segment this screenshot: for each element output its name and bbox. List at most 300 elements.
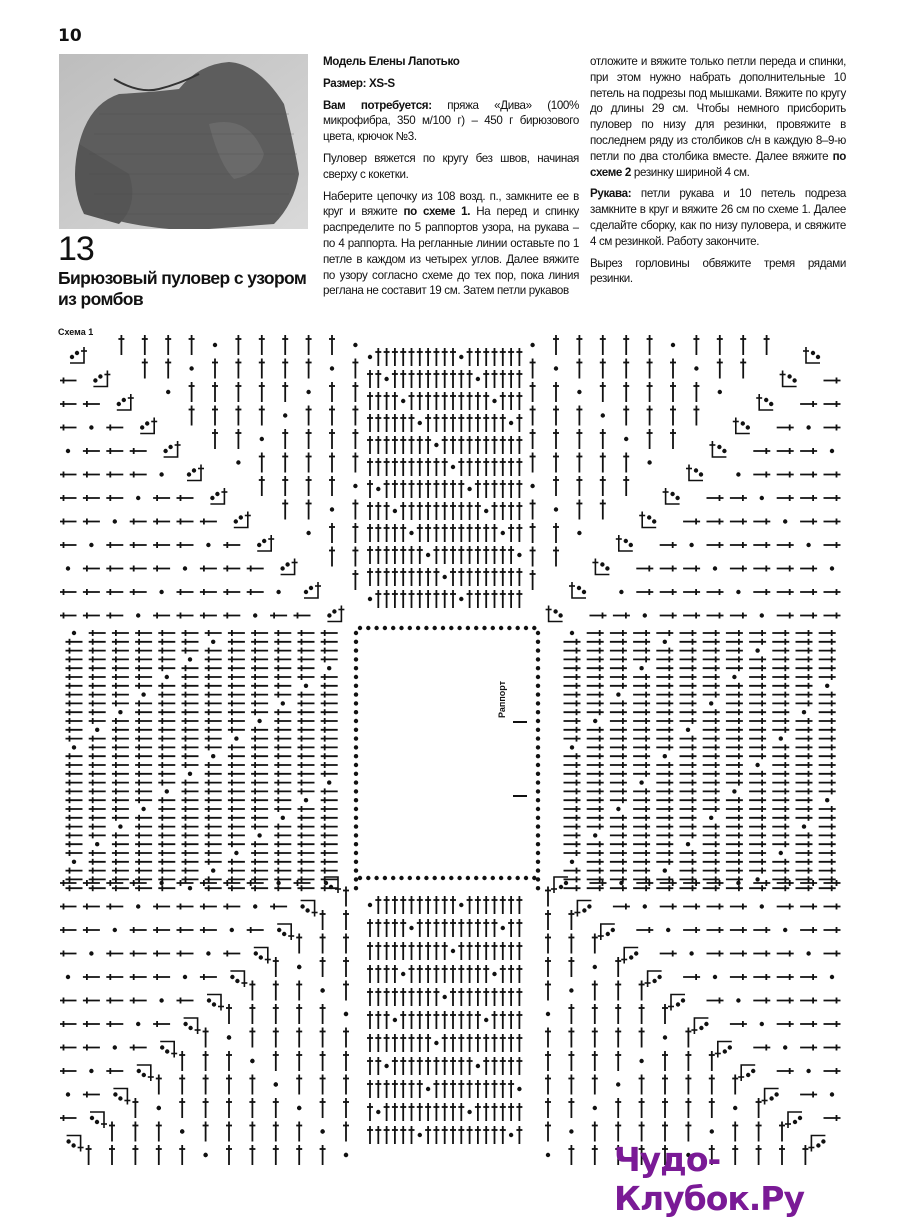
dc-stitch-vertical <box>226 1145 232 1165</box>
chain-dot <box>366 876 370 880</box>
dc-stitch-horizontal <box>564 674 581 680</box>
dc-stitch-horizontal <box>730 566 747 572</box>
dc-stitch-vertical <box>467 436 473 454</box>
dc-stitch-vertical <box>392 414 398 432</box>
dc-stitch-horizontal <box>749 806 766 812</box>
dc-stitch-vertical <box>442 348 448 366</box>
chain-dot <box>165 675 169 679</box>
dc-stitch-horizontal <box>83 1092 100 1098</box>
dc-stitch-vertical <box>433 919 439 937</box>
chain-dot <box>354 860 358 864</box>
dc-stitch-vertical <box>568 1004 574 1024</box>
chain-dot <box>517 1087 521 1091</box>
dc-stitch-horizontal <box>749 744 766 750</box>
dc-stitch-vertical <box>492 568 498 586</box>
dc-stitch-vertical <box>483 436 489 454</box>
dc-stitch-horizontal <box>703 841 720 847</box>
dc-stitch-horizontal <box>730 542 747 548</box>
dc-stitch-vertical <box>375 1126 381 1144</box>
chain-dot <box>401 399 405 403</box>
neckline-text: Вырез горловины обвяжите тремя рядами резинки. <box>590 256 846 286</box>
dc-stitch-vertical <box>623 359 629 379</box>
dc-stitch-horizontal <box>112 648 129 654</box>
dc-stitch-horizontal <box>60 927 77 933</box>
chain-dot <box>755 648 759 652</box>
dc-stitch-horizontal <box>112 806 129 812</box>
dc-stitch-horizontal <box>610 683 627 689</box>
dc-stitch-horizontal <box>200 589 217 595</box>
dc-stitch-vertical <box>475 1080 481 1098</box>
dc-stitch-horizontal <box>800 472 817 478</box>
scheme-ref: по схеме 2 <box>590 149 847 179</box>
chain-dot <box>830 566 834 570</box>
dc-stitch-vertical <box>709 1098 715 1118</box>
dc-stitch-horizontal <box>321 832 338 838</box>
dc-stitch-vertical <box>212 382 218 402</box>
dc-stitch-horizontal <box>274 841 291 847</box>
dc-stitch-horizontal <box>89 771 106 777</box>
dc-stitch-horizontal <box>251 736 268 742</box>
regl-corner-symbol <box>546 606 563 622</box>
dc-stitch-horizontal <box>749 797 766 803</box>
dc-stitch-vertical <box>400 1126 406 1144</box>
dc-stitch-horizontal <box>298 762 315 768</box>
dc-stitch-horizontal <box>200 974 217 980</box>
chain-dot <box>459 903 463 907</box>
dc-stitch-vertical <box>433 392 439 410</box>
dc-stitch-horizontal <box>587 665 604 671</box>
dc-stitch-horizontal <box>656 780 673 786</box>
dc-stitch-vertical <box>400 414 406 432</box>
dc-stitch-horizontal <box>587 648 604 654</box>
dc-stitch-vertical <box>203 1028 209 1048</box>
dc-stitch-vertical <box>375 524 381 542</box>
dc-stitch-horizontal <box>680 850 697 856</box>
dc-stitch-horizontal <box>182 630 199 636</box>
dc-stitch-horizontal <box>824 495 841 501</box>
dc-stitch-horizontal <box>83 401 100 407</box>
dc-stitch-horizontal <box>703 630 720 636</box>
regl-corner-symbol <box>738 1065 755 1081</box>
dc-stitch-horizontal <box>800 1021 817 1027</box>
dc-stitch-horizontal <box>60 425 77 431</box>
dc-stitch-vertical <box>516 942 522 960</box>
chain-dot <box>783 928 787 932</box>
dc-stitch-vertical <box>475 965 481 983</box>
dc-stitch-horizontal <box>251 868 268 874</box>
dc-stitch-vertical <box>306 453 312 473</box>
dc-stitch-horizontal <box>656 815 673 821</box>
dc-stitch-horizontal <box>819 753 836 759</box>
dc-stitch-vertical <box>384 1011 390 1029</box>
dc-stitch-horizontal <box>656 683 673 689</box>
dc-stitch-horizontal <box>800 401 817 407</box>
chain-dot <box>577 531 581 535</box>
dc-stitch-vertical <box>367 370 373 388</box>
dc-stitch-vertical <box>442 524 448 542</box>
dc-stitch-horizontal <box>112 788 129 794</box>
dc-stitch-horizontal <box>112 639 129 645</box>
instructions-text: резинку шириной 4 см. <box>633 165 750 179</box>
dc-stitch-horizontal <box>707 542 724 548</box>
dc-stitch-horizontal <box>274 727 291 733</box>
dc-stitch-horizontal <box>274 797 291 803</box>
chain-dot <box>183 975 187 979</box>
dc-stitch-horizontal <box>112 744 129 750</box>
dc-stitch-horizontal <box>819 709 836 715</box>
dc-stitch-vertical <box>367 436 373 454</box>
dc-stitch-horizontal <box>656 876 673 882</box>
dc-stitch-horizontal <box>321 744 338 750</box>
dc-stitch-horizontal <box>587 876 604 882</box>
dc-stitch-horizontal <box>182 850 199 856</box>
chain-dot <box>253 904 257 908</box>
dc-stitch-vertical <box>508 458 514 476</box>
chain-dot <box>491 876 495 880</box>
dc-stitch-horizontal <box>158 771 175 777</box>
dc-stitch-horizontal <box>228 806 245 812</box>
dc-stitch-horizontal <box>130 974 147 980</box>
dc-stitch-vertical <box>500 546 506 564</box>
dc-stitch-vertical <box>375 568 381 586</box>
dc-stitch-horizontal <box>294 613 311 619</box>
chain-dot <box>384 377 388 381</box>
dc-stitch-horizontal <box>298 859 315 865</box>
dc-stitch-vertical <box>709 1075 715 1095</box>
chain-dot <box>354 816 358 820</box>
dc-stitch-vertical <box>226 1004 232 1024</box>
regl-corner-symbol <box>762 1089 779 1105</box>
dc-stitch-vertical <box>450 414 456 432</box>
dc-stitch-horizontal <box>796 876 813 882</box>
chain-dot <box>89 543 93 547</box>
dc-stitch-vertical <box>500 896 506 914</box>
dc-stitch-horizontal <box>60 401 77 407</box>
dc-stitch-horizontal <box>135 815 152 821</box>
dc-stitch-vertical <box>450 1126 456 1144</box>
dc-stitch-vertical <box>352 500 358 520</box>
dc-stitch-horizontal <box>223 566 240 572</box>
dc-stitch-vertical <box>282 500 288 520</box>
dc-stitch-vertical <box>296 1004 302 1024</box>
dc-stitch-horizontal <box>726 744 743 750</box>
dc-stitch-horizontal <box>749 674 766 680</box>
dc-stitch-horizontal <box>251 780 268 786</box>
dc-stitch-horizontal <box>753 448 770 454</box>
dc-stitch-horizontal <box>730 495 747 501</box>
dc-stitch-vertical <box>516 1011 522 1029</box>
dc-stitch-vertical <box>249 1075 255 1095</box>
dc-stitch-horizontal <box>251 850 268 856</box>
chain-dot <box>211 754 215 758</box>
dc-stitch-horizontal <box>772 885 789 891</box>
dc-stitch-horizontal <box>112 859 129 865</box>
dc-stitch-horizontal <box>633 841 650 847</box>
dc-stitch-vertical <box>400 546 406 564</box>
dc-stitch-horizontal <box>587 692 604 698</box>
dc-stitch-vertical <box>492 590 498 608</box>
dc-stitch-vertical <box>475 919 481 937</box>
dc-stitch-vertical <box>500 1126 506 1144</box>
dc-stitch-vertical <box>235 406 241 426</box>
dc-stitch-horizontal <box>749 630 766 636</box>
chain-dot <box>113 519 117 523</box>
dc-stitch-horizontal <box>587 736 604 742</box>
dc-stitch-horizontal <box>772 718 789 724</box>
dc-stitch-horizontal <box>223 904 240 910</box>
dc-stitch-horizontal <box>228 885 245 891</box>
dc-stitch-horizontal <box>824 1021 841 1027</box>
dc-stitch-horizontal <box>182 753 199 759</box>
dc-stitch-horizontal <box>610 700 627 706</box>
dc-stitch-horizontal <box>251 762 268 768</box>
dc-stitch-horizontal <box>680 868 697 874</box>
regl-corner-symbol <box>327 606 344 622</box>
dc-stitch-horizontal <box>730 927 747 933</box>
dc-stitch-horizontal <box>182 841 199 847</box>
dc-stitch-vertical <box>367 1057 373 1075</box>
chain-dot <box>536 719 540 723</box>
dc-stitch-horizontal <box>205 718 222 724</box>
chain-dot <box>188 772 192 776</box>
dc-stitch-horizontal <box>800 448 817 454</box>
dc-stitch-horizontal <box>800 1092 817 1098</box>
dc-stitch-horizontal <box>772 727 789 733</box>
dc-stitch-vertical <box>492 1103 498 1121</box>
chain-dot <box>806 543 810 547</box>
dc-stitch-horizontal <box>753 519 770 525</box>
dc-stitch-horizontal <box>703 885 720 891</box>
chain-dot <box>330 507 334 511</box>
dc-stitch-horizontal <box>274 762 291 768</box>
dc-stitch-vertical <box>483 896 489 914</box>
dc-stitch-horizontal <box>726 859 743 865</box>
dc-stitch-vertical <box>417 942 423 960</box>
chain-dot <box>95 728 99 732</box>
chain-dot <box>274 1082 278 1086</box>
chain-dot <box>686 842 690 846</box>
dc-stitch-horizontal <box>633 797 650 803</box>
dc-stitch-vertical <box>492 896 498 914</box>
dc-stitch-vertical <box>647 335 653 355</box>
dc-stitch-vertical <box>417 546 423 564</box>
dc-stitch-horizontal <box>83 589 100 595</box>
dc-stitch-horizontal <box>680 859 697 865</box>
dc-stitch-vertical <box>367 458 373 476</box>
dc-stitch-horizontal <box>83 927 100 933</box>
author: Модель Елены Лапотько <box>323 55 460 68</box>
dc-stitch-vertical <box>343 1028 349 1048</box>
chain-dot <box>408 876 412 880</box>
dc-stitch-horizontal <box>89 674 106 680</box>
regl-corner-symbol <box>756 394 773 410</box>
dc-stitch-horizontal <box>89 762 106 768</box>
chain-dot <box>354 833 358 837</box>
dc-stitch-vertical <box>409 965 415 983</box>
dc-stitch-horizontal <box>726 700 743 706</box>
dc-stitch-vertical <box>492 524 498 542</box>
dc-stitch-horizontal <box>66 674 83 680</box>
dc-stitch-vertical <box>545 934 551 954</box>
dc-stitch-vertical <box>467 546 473 564</box>
dc-stitch-vertical <box>458 1011 464 1029</box>
dc-stitch-horizontal <box>223 589 240 595</box>
dc-stitch-horizontal <box>112 868 129 874</box>
dc-stitch-vertical <box>492 458 498 476</box>
dc-stitch-vertical <box>259 406 265 426</box>
dc-stitch-horizontal <box>703 656 720 662</box>
dc-stitch-horizontal <box>796 648 813 654</box>
dc-stitch-horizontal <box>251 788 268 794</box>
dc-stitch-horizontal <box>564 771 581 777</box>
dc-stitch-vertical <box>492 480 498 498</box>
dc-stitch-vertical <box>384 1080 390 1098</box>
regl-corner-symbol <box>90 1112 107 1128</box>
materials-text: пряжа «Дива» (100% микрофибра, 350 м/100 г) – 450 г бирюзового цвета, крючок №3. <box>323 98 579 144</box>
dc-stitch-horizontal <box>703 806 720 812</box>
dc-stitch-horizontal <box>321 692 338 698</box>
dc-stitch-vertical <box>685 1028 691 1048</box>
dc-stitch-horizontal <box>89 815 106 821</box>
dc-stitch-horizontal <box>726 630 743 636</box>
chain-dot <box>755 763 759 767</box>
chain-dot <box>136 613 140 617</box>
dc-stitch-vertical <box>409 502 415 520</box>
dc-stitch-horizontal <box>89 806 106 812</box>
dc-stitch-horizontal <box>656 700 673 706</box>
dc-stitch-horizontal <box>633 868 650 874</box>
dc-stitch-vertical <box>367 414 373 432</box>
dc-stitch-vertical <box>329 429 335 449</box>
dc-stitch-horizontal <box>796 868 813 874</box>
dc-stitch-horizontal <box>135 639 152 645</box>
dc-stitch-vertical <box>530 570 536 590</box>
dc-stitch-horizontal <box>182 832 199 838</box>
dc-stitch-horizontal <box>680 824 697 830</box>
dc-stitch-horizontal <box>112 876 129 882</box>
dc-stitch-vertical <box>483 1080 489 1098</box>
dc-stitch-vertical <box>433 348 439 366</box>
dc-stitch-vertical <box>442 480 448 498</box>
chain-dot <box>141 692 145 696</box>
dc-stitch-vertical <box>86 1145 92 1165</box>
dc-stitch-horizontal <box>66 868 83 874</box>
dc-stitch-horizontal <box>177 998 194 1004</box>
chain-dot <box>492 399 496 403</box>
dc-stitch-vertical <box>132 1122 138 1142</box>
dc-stitch-vertical <box>282 429 288 449</box>
dc-stitch-vertical <box>508 502 514 520</box>
chain-dot <box>451 465 455 469</box>
dc-stitch-horizontal <box>321 850 338 856</box>
dc-stitch-vertical <box>433 965 439 983</box>
dc-stitch-horizontal <box>587 683 604 689</box>
dc-stitch-horizontal <box>772 841 789 847</box>
dc-stitch-vertical <box>425 458 431 476</box>
dc-stitch-vertical <box>467 1057 473 1075</box>
dc-stitch-vertical <box>392 1034 398 1052</box>
dc-stitch-horizontal <box>251 815 268 821</box>
dc-stitch-vertical <box>367 502 373 520</box>
dc-stitch-horizontal <box>112 683 129 689</box>
dc-stitch-vertical <box>409 942 415 960</box>
chain-dot <box>188 657 192 661</box>
dc-stitch-horizontal <box>228 683 245 689</box>
dc-stitch-vertical <box>384 1034 390 1052</box>
dc-stitch-horizontal <box>749 832 766 838</box>
dc-stitch-vertical <box>417 1011 423 1029</box>
dc-stitch-vertical <box>450 502 456 520</box>
dc-stitch-vertical <box>367 1103 373 1121</box>
dc-stitch-horizontal <box>656 806 673 812</box>
dc-stitch-horizontal <box>633 788 650 794</box>
chain-dot <box>434 1041 438 1045</box>
chain-dot <box>433 876 437 880</box>
dc-stitch-horizontal <box>753 951 770 957</box>
dc-stitch-horizontal <box>274 630 291 636</box>
dc-stitch-horizontal <box>633 832 650 838</box>
chain-dot <box>354 666 358 670</box>
dc-stitch-horizontal <box>800 974 817 980</box>
dc-stitch-vertical <box>384 942 390 960</box>
dc-stitch-horizontal <box>182 780 199 786</box>
dc-stitch-horizontal <box>130 566 147 572</box>
dc-stitch-horizontal <box>703 832 720 838</box>
dc-stitch-horizontal <box>564 824 581 830</box>
dc-stitch-horizontal <box>89 797 106 803</box>
dc-stitch-horizontal <box>274 788 291 794</box>
dc-stitch-vertical <box>592 1051 598 1071</box>
dc-stitch-horizontal <box>177 613 194 619</box>
dc-stitch-vertical <box>425 502 431 520</box>
dc-stitch-horizontal <box>660 542 677 548</box>
dc-stitch-horizontal <box>66 656 83 662</box>
dc-stitch-horizontal <box>656 850 673 856</box>
dc-stitch-vertical <box>508 1011 514 1029</box>
dc-stitch-horizontal <box>274 876 291 882</box>
dc-stitch-vertical <box>203 1098 209 1118</box>
chain-dot <box>368 597 372 601</box>
dc-stitch-horizontal <box>274 885 291 891</box>
dc-stitch-horizontal <box>707 904 724 910</box>
chain-dot <box>499 626 503 630</box>
dc-stitch-vertical <box>516 414 522 432</box>
rapport-start-mark <box>513 721 527 723</box>
dc-stitch-horizontal <box>153 542 170 548</box>
dc-stitch-vertical <box>516 1126 522 1144</box>
dc-stitch-vertical <box>553 382 559 402</box>
dc-stitch-horizontal <box>800 519 817 525</box>
dc-stitch-vertical <box>693 335 699 355</box>
chain-dot <box>230 928 234 932</box>
dc-stitch-vertical <box>273 1122 279 1142</box>
dc-stitch-horizontal <box>590 613 607 619</box>
dc-stitch-horizontal <box>106 951 123 957</box>
dc-stitch-horizontal <box>251 683 268 689</box>
regl-corner-symbol <box>183 1018 200 1034</box>
dc-stitch-vertical <box>467 568 473 586</box>
dc-stitch-horizontal <box>182 815 199 821</box>
dc-stitch-vertical <box>732 1122 738 1142</box>
dc-stitch-horizontal <box>753 472 770 478</box>
dc-stitch-vertical <box>516 1057 522 1075</box>
dc-stitch-vertical <box>409 1080 415 1098</box>
dc-stitch-horizontal <box>753 927 770 933</box>
dc-stitch-vertical <box>475 1103 481 1121</box>
chain-dot <box>713 975 717 979</box>
dc-stitch-horizontal <box>656 859 673 865</box>
chain-dot <box>306 390 310 394</box>
